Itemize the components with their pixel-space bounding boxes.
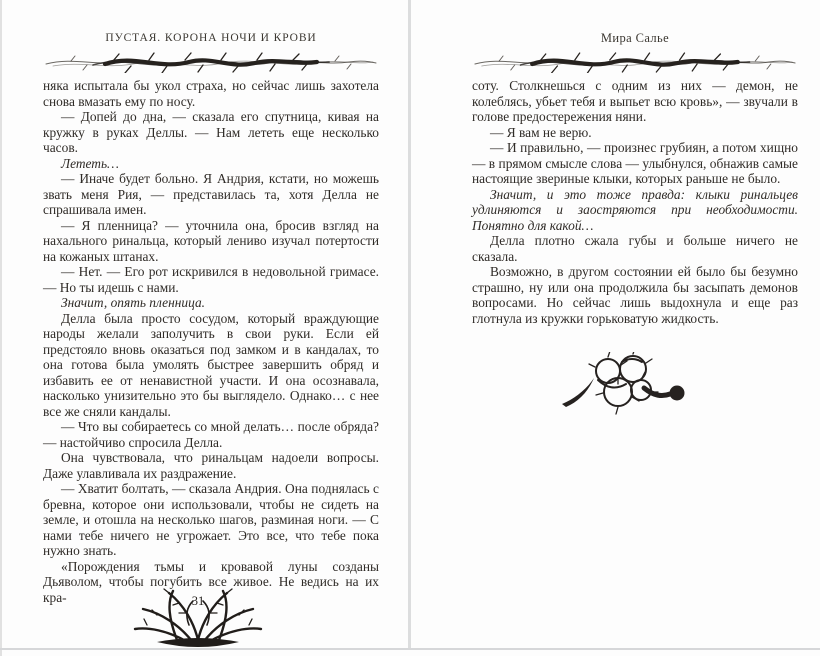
thorn-vine-divider-icon — [43, 51, 379, 73]
body-paragraph: Значит, опять пленница. — [61, 295, 205, 310]
body-paragraph: соту. Столкнешься с одним из них — демон, не колеблясь, убьет тебя и выпьет всю кровь», — звучали в голове предостережения няни. — [472, 78, 798, 124]
body-text-left — [43, 78, 379, 605]
body-paragraph: Возможно, в другом состоянии ей было бы безумно страшно, ну или она продолжила бы засыпать демонов вопросами. Но сейчас лишь выдохнула и еще раз глотнула из кружки горьковатую жидкость. — [472, 264, 798, 326]
body-paragraph: Лететь… — [61, 155, 119, 171]
left-edge-border — [0, 0, 2, 656]
running-head-book-title: ПУСТАЯ. КОРОНА НОЧИ И КРОВИ — [105, 32, 317, 44]
page-left[interactable] — [43, 0, 379, 656]
body-paragraph: — Хватит болтать, — сказала Андрия. Она поднялась с бревна, которое они использовали, чтобы не сидеть на земле, и отошла на несколько шагов, разминая ноги. — С нами тебе ничего не угрожает. Это все, что тебе пока нужно знать. — [43, 481, 379, 558]
body-paragraph: — Я вам не верю. — [490, 124, 592, 140]
body-text-right — [472, 78, 798, 326]
running-head-author: Мира Салье — [600, 31, 670, 45]
body-paragraph: Значит, и это тоже правда: клыки ринальцев удлиняются и заостряются при необходимости. Понятно для какой… — [472, 186, 798, 233]
thorn-vine-divider-icon — [472, 51, 798, 73]
page-right[interactable] — [472, 0, 798, 656]
body-paragraph: — Допей до дна, — сказала его спутница, кивая на кружку в руках Деллы. — Нам лететь еще несколько часов. — [43, 109, 379, 155]
body-paragraph: — Иначе будет больно. Я Андрия, кстати, но можешь звать меня Рия, — представилась та, хотя Делла не спрашивала имен. — [43, 171, 379, 217]
thorn-crown-ornament — [127, 583, 269, 650]
body-paragraph: Она чувствовала, что ринальцам надоели вопросы. Даже улавливала их раздражение. — [43, 450, 379, 481]
body-paragraph: — И правильно, — произнес грубиян, а потом хищно — в прямом смысле слова — улыбнулся, обнажив самые настоящие звериные клыки, которых раньше не было. — [472, 140, 798, 186]
thorn-knot-tail-ornament — [558, 352, 692, 418]
body-paragraph: — Я пленница? — уточнила она, бросив взгляд на нахального ринальца, который лениво изучал потертости на кожаных штанах. — [43, 217, 379, 264]
bottom-border-line — [0, 648, 820, 650]
body-paragraph: няка испытала бы укол страха, но сейчас лишь захотела снова вмазать ему по носу. — [43, 78, 379, 109]
body-paragraph: Делла была просто сосудом, который враждующие народы желали заполучить в свои руки. Если ей предстояло вновь оказаться под замком и в кандалах, то она готова была умолять быстрее завершить обряд и избавить ее от ненавистной участи. И она осознавала, насколько унизительно это бы выглядело. Однако… с нее все же сняли кандалы. — [43, 310, 379, 419]
body-paragraph: — Что вы собираетесь со мной делать… после обряда? — настойчиво спросила Делла. — [43, 419, 379, 450]
body-paragraph: — Нет. — Его рот искривился в недовольной гримасе. — Но ты идешь с нами. — [43, 264, 379, 295]
page-gutter-divider — [408, 0, 411, 648]
page-number: 31 — [191, 594, 205, 608]
body-paragraph: «Порождения тьмы и кровавой луны созданы Дьяволом, чтобы погубить все живое. Не ведись на их кра- — [43, 558, 379, 605]
body-paragraph: Делла плотно сжала губы и больше ничего не сказала. — [472, 233, 798, 264]
